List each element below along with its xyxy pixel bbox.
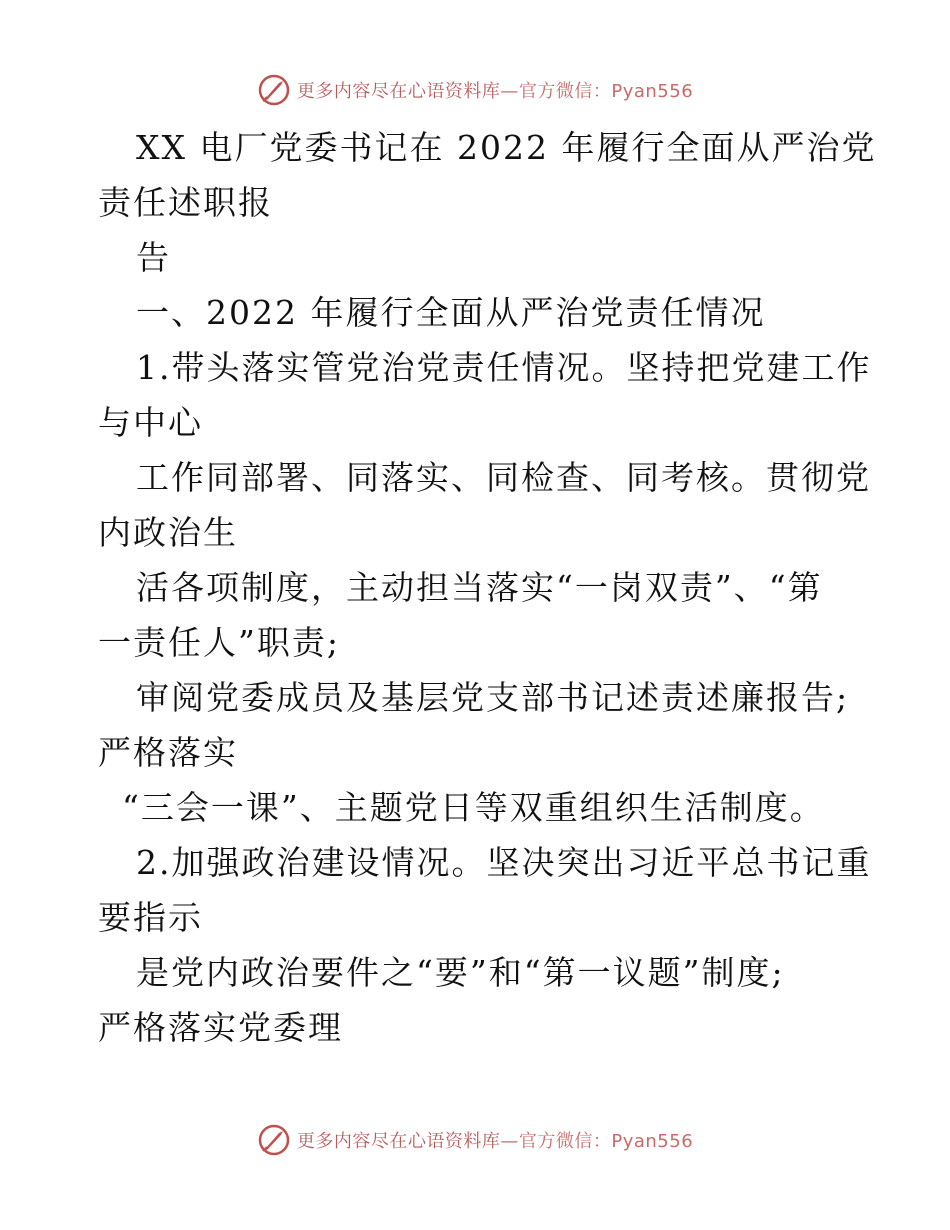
paragraph-line: 一责任人”职责; — [98, 623, 340, 662]
paragraph-line: 内政治生 — [98, 513, 238, 552]
title-line-1: XX 电厂党委书记在 2022 年履行全面从严治党 — [136, 128, 877, 167]
paragraph-line: 活各项制度，主动担当落实“一岗双责”、“第 — [136, 568, 823, 607]
paragraph-line: 与中心 — [98, 403, 203, 442]
quill-pen-circle-icon — [257, 73, 291, 107]
title-line-3: 告 — [136, 238, 171, 277]
section-heading: 一、2022 年履行全面从严治党责任情况 — [136, 293, 766, 332]
watermark-contact: —官方微信：Pyan556 — [500, 1131, 694, 1152]
paragraph-line: 2.加强政治建设情况。坚决突出习近平总书记重 — [136, 843, 872, 882]
paragraph-line: 是党内政治要件之“要”和“第一议题”制度; — [136, 953, 785, 992]
quill-pen-circle-icon — [257, 1123, 291, 1157]
watermark-banner-top — [0, 70, 950, 110]
watermark-text: 更多内容尽在心语资料库—官方微信：Pyan556 — [296, 81, 694, 102]
paragraph-line: 工作同部署、同落实、同检查、同考核。贯彻党 — [136, 458, 871, 497]
watermark-contact: —官方微信：Pyan556 — [500, 81, 694, 102]
paragraph-line: 1.带头落实管党治党责任情况。坚持把党建工作 — [136, 348, 872, 387]
paragraph-line: “三会一课”、主题党日等双重组织生活制度。 — [122, 788, 825, 827]
watermark-banner-bottom — [0, 1120, 950, 1160]
paragraph-line: 严格落实党委理 — [98, 1008, 343, 1047]
title-line-2: 责任述职报 — [98, 183, 273, 222]
watermark-text: 更多内容尽在心语资料库—官方微信：Pyan556 — [296, 1131, 694, 1152]
document-body — [98, 120, 877, 1055]
paragraph-line: 审阅党委成员及基层党支部书记述责述廉报告; — [136, 678, 850, 717]
paragraph-line: 严格落实 — [98, 733, 238, 772]
paragraph-line: 要指示 — [98, 898, 203, 937]
